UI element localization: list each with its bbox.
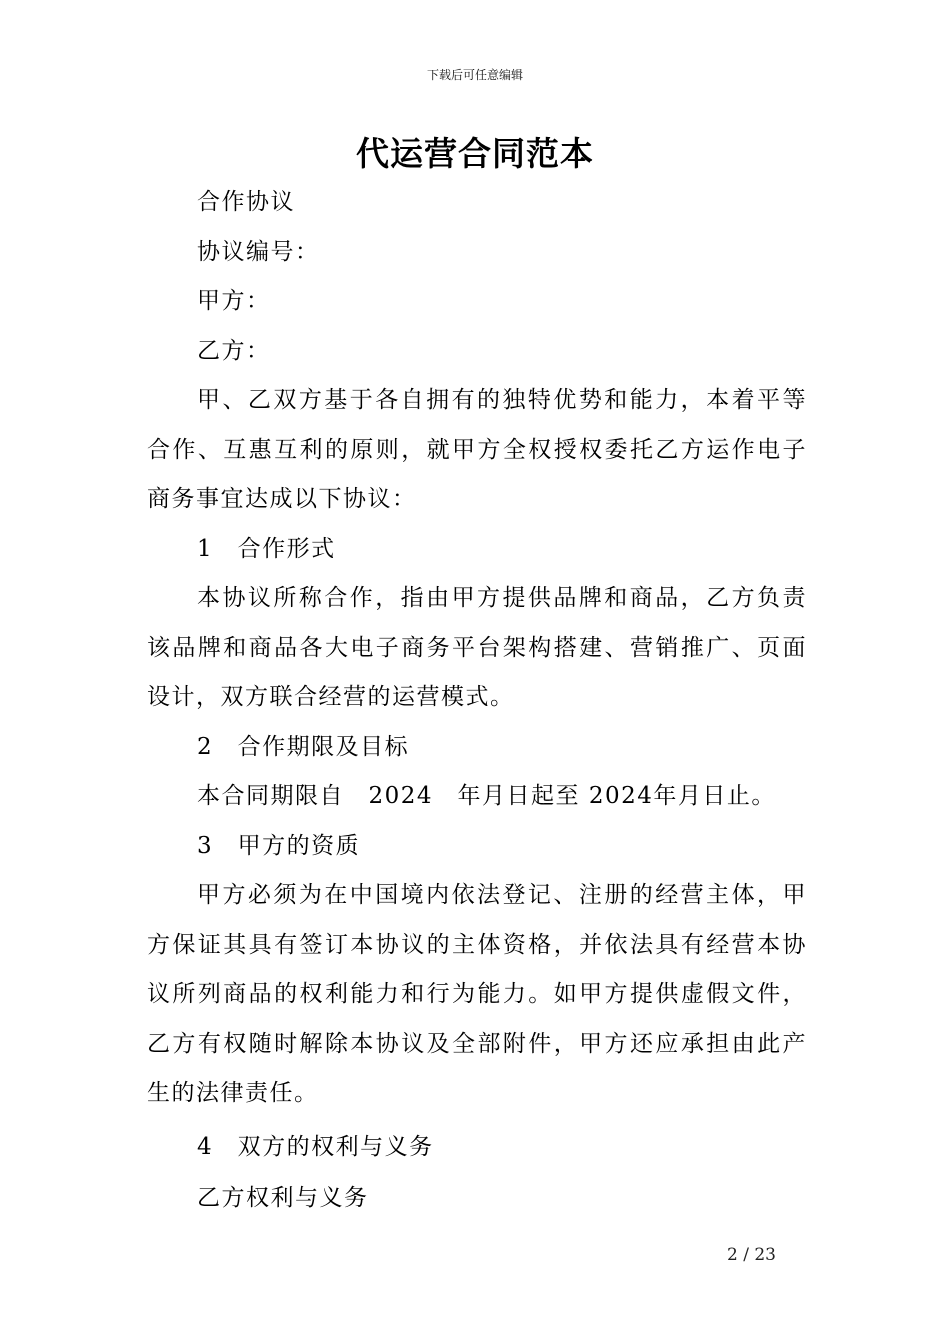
- section-heading-4: 4 双方的权利与义务: [197, 1133, 434, 1160]
- section-heading-1: 1 合作形式: [197, 535, 336, 562]
- document-body: [147, 178, 807, 1224]
- paragraph-agreement-number: 协议编号：: [197, 238, 320, 265]
- paragraph-section-2: 本合同期限自 2024 年月日起至 2024年月日止。: [197, 783, 776, 809]
- paragraph-party-b: 乙方：: [197, 337, 271, 364]
- paragraph-section-4-sub: 乙方权利与义务: [197, 1185, 369, 1211]
- page-number: 2 / 23: [727, 1245, 776, 1265]
- section-heading-3: 3 甲方的资质: [197, 832, 361, 859]
- paragraph-agreement-label: 合作协议: [197, 189, 295, 215]
- paragraph-party-a: 甲方：: [197, 288, 271, 314]
- paragraph-section-1: 本协议所称合作，指由甲方提供品牌和商品，乙方负责该品牌和商品各大电子商务平台架构搭建、营销推广、页面设计，双方联合经营的运营模式。: [147, 585, 807, 710]
- paragraph-preamble: 甲、乙双方基于各自拥有的独特优势和能力，本着平等合作、互惠互利的原则，就甲方全权授权委托乙方运作电子商务事宜达成以下协议：: [147, 387, 807, 512]
- document-title: 代运营合同范本: [356, 134, 594, 173]
- section-heading-2: 2 合作期限及目标: [197, 733, 410, 760]
- page-header: 下载后可任意编辑: [426, 68, 523, 82]
- paragraph-section-3: 甲方必须为在中国境内依法登记、注册的经营主体，甲方保证其具有签订本协议的主体资格，并依法具有经营本协议所列商品的权利能力和行为能力。如甲方提供虚假文件，乙方有权随时解除本协议及全部附件，甲方还应承担由此产生的法律责任。: [147, 882, 807, 1106]
